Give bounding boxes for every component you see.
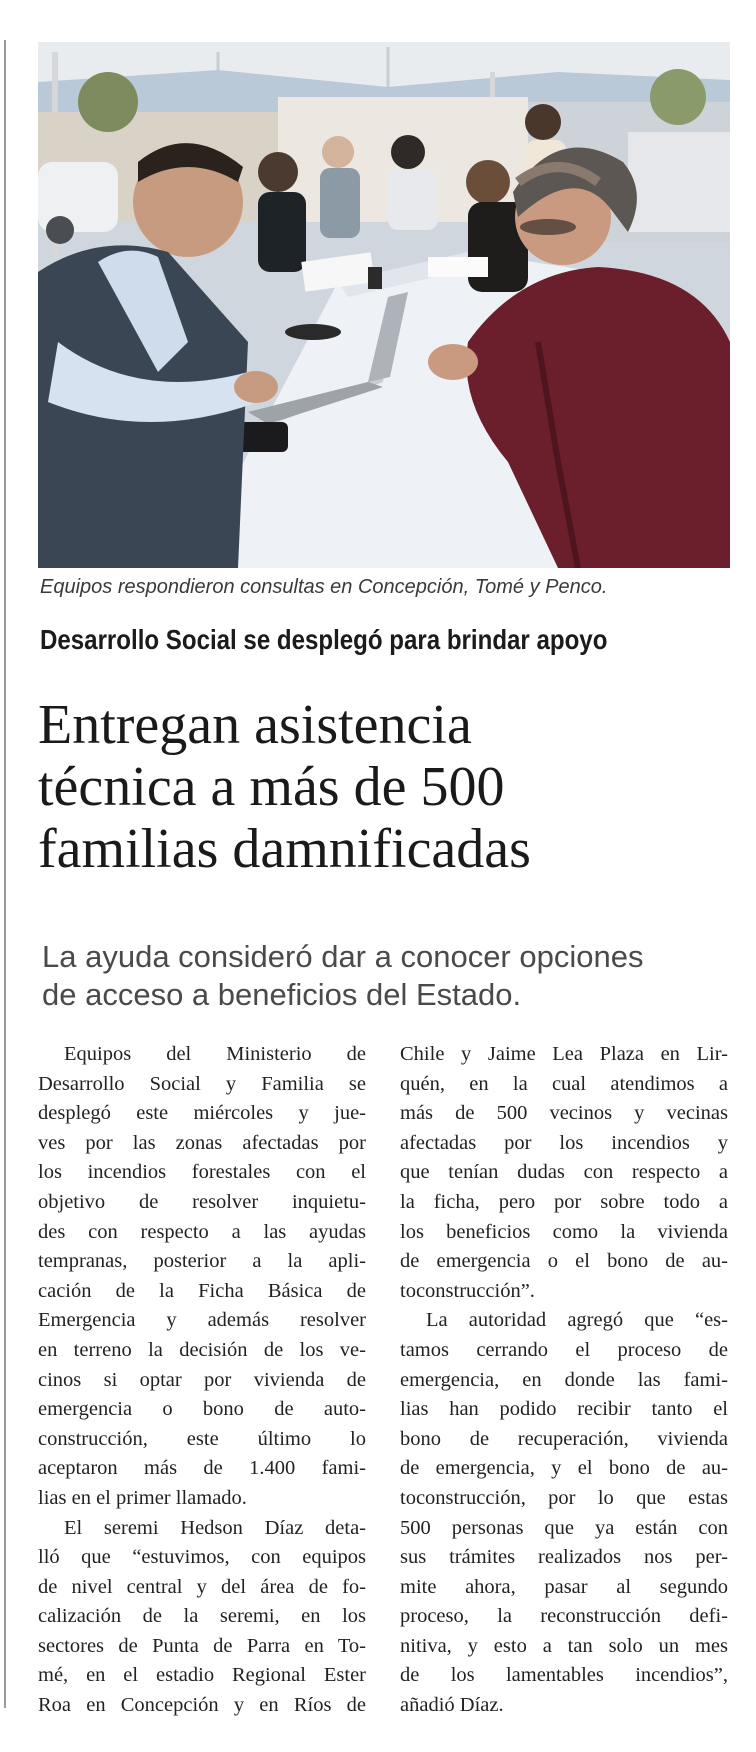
- body-line: cinos si optar por vivienda de: [38, 1368, 366, 1391]
- body-line: proceso, la reconstrucción defi-: [400, 1605, 728, 1628]
- body-line: La autoridad agregó que “es-: [426, 1309, 728, 1332]
- body-line: toconstrucción”.: [400, 1279, 535, 1302]
- body-column-left: [38, 1040, 366, 1721]
- body-line: Emergencia y además resolver: [38, 1309, 366, 1332]
- body-line: la ficha, pero por sobre todo a: [400, 1190, 728, 1213]
- body-line: des con respecto a las ayudas: [38, 1220, 366, 1243]
- body-line: Equipos del Ministerio de: [64, 1043, 366, 1065]
- body-line: quén, en la cual atendimos a: [400, 1072, 728, 1095]
- headline-line: Entregan asistencia: [38, 694, 472, 756]
- left-column-rule: [4, 40, 6, 1708]
- headline-line: familias damnificadas: [38, 818, 531, 880]
- body-line: afectadas por los incendios y: [400, 1131, 728, 1154]
- body-line: Desarrollo Social y Familia se: [38, 1072, 366, 1095]
- body-line: aceptaron más de 1.400 fami-: [38, 1457, 366, 1480]
- body-line: bono de recuperación, vivienda: [400, 1427, 728, 1450]
- news-photo: [38, 42, 730, 568]
- body-line: en terreno la decisión de los ve-: [38, 1338, 366, 1361]
- article-headline: [38, 694, 728, 880]
- body-line: mé, en el estadio Regional Ester: [38, 1664, 366, 1687]
- body-line: sus trámites realizados nos per-: [400, 1546, 728, 1569]
- body-line: de emergencia o el bono de au-: [400, 1250, 728, 1273]
- body-line: que tenían dudas con respecto a: [400, 1161, 728, 1184]
- photo-illustration: [38, 42, 730, 568]
- body-line: calización de la seremi, en los: [38, 1605, 366, 1628]
- body-line: construcción, este último lo: [38, 1427, 366, 1450]
- body-line: los incendios forestales con el: [38, 1161, 366, 1184]
- body-column-right: [400, 1040, 728, 1721]
- body-line: de emergencia, y el bono de au-: [400, 1457, 728, 1480]
- body-line: tamos cerrando el proceso de: [400, 1338, 728, 1361]
- body-line: lias en el primer llamado.: [38, 1486, 247, 1509]
- body-line: emergencia, en donde las fami-: [400, 1368, 728, 1391]
- body-line: 500 personas que ya están con: [400, 1516, 728, 1539]
- headline-line: técnica a más de 500: [38, 756, 505, 818]
- body-line: ves por las zonas afectadas por: [38, 1131, 366, 1154]
- body-line: nitiva, y esto a tan solo un mes: [400, 1634, 728, 1657]
- article-deck: [42, 938, 732, 1014]
- body-line: Chile y Jaime Lea Plaza en Lir-: [400, 1043, 728, 1065]
- body-line: mite ahora, pasar al segundo: [400, 1575, 728, 1598]
- body-line: los beneficios como la vivienda: [400, 1220, 728, 1243]
- body-line: más de 500 vecinos y vecinas: [400, 1102, 728, 1125]
- body-line: sectores de Punta de Parra en To-: [38, 1634, 366, 1657]
- body-line: de nivel central y del área de fo-: [38, 1575, 366, 1598]
- deck-line: La ayuda consideró dar a conocer opciones: [42, 939, 644, 974]
- deck-line: de acceso a beneficios del Estado.: [42, 977, 522, 1012]
- body-line: desplegó este miércoles y jue-: [38, 1102, 366, 1125]
- body-line: añadió Díaz.: [400, 1694, 504, 1717]
- body-line: Roa en Concepción y en Ríos de: [38, 1694, 366, 1717]
- photo-caption: Equipos respondieron consultas en Concepción, Tomé y Penco.: [40, 576, 608, 598]
- body-line: lias han podido recibir tanto el: [400, 1398, 728, 1421]
- body-line: lló que “estuvimos, con equipos: [38, 1546, 366, 1569]
- body-line: objetivo de resolver inquietu-: [38, 1190, 366, 1213]
- body-line: de los lamentables incendios”,: [400, 1664, 728, 1687]
- body-line: tempranas, posterior a la apli-: [38, 1250, 366, 1273]
- body-line: toconstrucción, por lo que estas: [400, 1486, 728, 1509]
- body-line: El seremi Hedson Díaz deta-: [64, 1516, 366, 1539]
- body-line: emergencia o bono de auto-: [38, 1398, 366, 1421]
- article-kicker: Desarrollo Social se desplegó para brindar apoyo: [40, 624, 608, 655]
- body-line: cación de la Ficha Básica de: [38, 1279, 366, 1302]
